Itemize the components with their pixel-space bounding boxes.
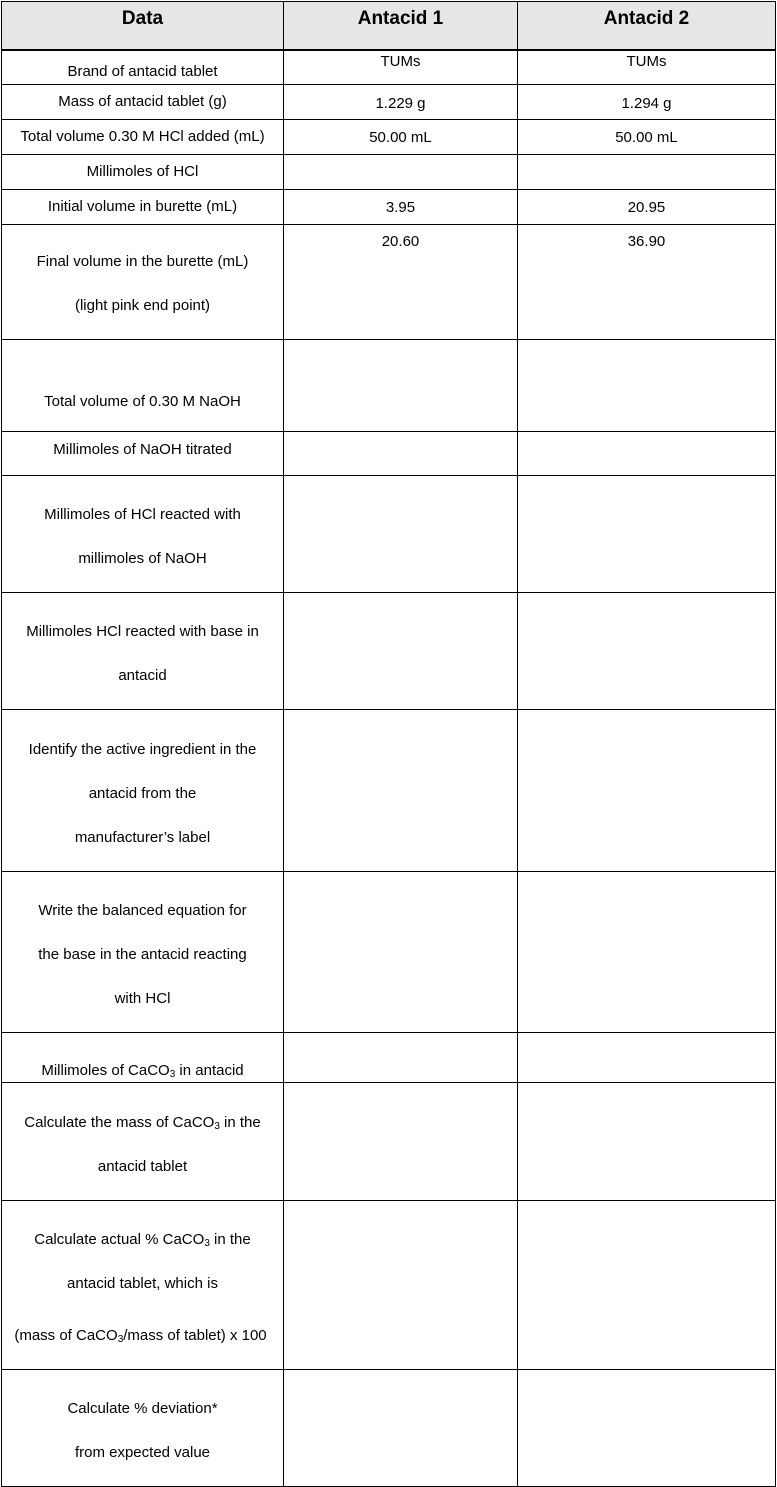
row-label-line: (light pink end point): [74, 297, 211, 314]
row-label-line: Millimoles HCl reacted with base in: [26, 623, 259, 640]
table-row: [2, 1083, 776, 1201]
antacid-1-value: [284, 432, 518, 476]
antacid-2-value: [518, 340, 776, 432]
antacid-2-value: 1.294 g: [518, 85, 776, 120]
row-label: [2, 593, 284, 710]
antacid-2-value: [518, 1033, 776, 1083]
row-label-line: from expected value: [74, 1444, 211, 1461]
row-label-text: /mass of tablet) x 100: [123, 1327, 267, 1344]
antacid-1-value: 1.229 g: [284, 85, 518, 120]
table-row: [2, 476, 776, 593]
row-label-line: antacid: [118, 667, 167, 684]
antacid-1-value: [284, 710, 518, 872]
antacid-2-value: [518, 1083, 776, 1201]
table-row: [2, 1370, 776, 1487]
row-label-line: manufacturer’s label: [74, 829, 211, 846]
antacid-1-value: TUMs: [284, 50, 518, 85]
antacid-2-value: 36.90: [518, 225, 776, 340]
antacid-1-value: [284, 872, 518, 1033]
antacid-1-value: [284, 340, 518, 432]
antacid-1-value: 50.00 mL: [284, 120, 518, 155]
table-row: [2, 1201, 776, 1370]
row-label: [2, 476, 284, 593]
row-label-line: [2, 1229, 283, 1251]
antacid-1-value: [284, 1201, 518, 1370]
row-label-line: Write the balanced equation for: [38, 902, 247, 919]
antacid-2-value: [518, 476, 776, 593]
antacid-1-value: [284, 1033, 518, 1083]
row-label-line: [2, 1112, 283, 1134]
row-label-text: Calculate the mass of CaCO: [24, 1114, 215, 1131]
row-label: Initial volume in burette (mL): [2, 190, 284, 225]
antacid-1-value: 3.95: [284, 190, 518, 225]
row-label: [2, 872, 284, 1033]
row-label: [2, 1201, 284, 1370]
row-label-line: antacid from the: [88, 785, 197, 802]
row-label-text: Millimoles of CaCO: [41, 1062, 170, 1079]
row-label: [2, 1033, 284, 1083]
table-row: [2, 225, 776, 340]
table-row: [2, 85, 776, 120]
table-row: [2, 710, 776, 872]
table-row: [2, 872, 776, 1033]
row-label-line: millimoles of NaOH: [78, 550, 207, 567]
antacid-1-value: [284, 1083, 518, 1201]
row-label-line: antacid tablet: [97, 1158, 188, 1175]
antacid-2-value: [518, 872, 776, 1033]
row-label-line: Final volume in the burette (mL): [36, 253, 249, 270]
antacid-2-value: [518, 155, 776, 190]
antacid-2-value: [518, 1370, 776, 1487]
row-label: Millimoles of HCl: [2, 155, 284, 190]
header-row: [2, 2, 776, 50]
table-row: [2, 1033, 776, 1083]
row-label-line: Identify the active ingredient in the: [28, 741, 257, 758]
row-label: Total volume 0.30 M HCl added (mL): [2, 120, 284, 155]
antacid-2-value: 20.95: [518, 190, 776, 225]
row-label: Millimoles of NaOH titrated: [2, 432, 284, 476]
header-antacid-2: Antacid 2: [518, 2, 776, 50]
antacid-2-value: 50.00 mL: [518, 120, 776, 155]
antacid-1-value: [284, 593, 518, 710]
row-label-line: Calculate % deviation*: [67, 1400, 218, 1417]
subscript: 3: [214, 1121, 220, 1132]
table-row: [2, 593, 776, 710]
row-label-line: antacid tablet, which is: [67, 1275, 218, 1292]
antacid-1-value: [284, 1370, 518, 1487]
row-label-text: Calculate actual % CaCO: [34, 1231, 205, 1248]
data-table: [1, 1, 776, 1487]
antacid-2-value: [518, 1201, 776, 1370]
antacid-1-value: 20.60: [284, 225, 518, 340]
table-row: [2, 50, 776, 85]
table-row: [2, 120, 776, 155]
row-label-text: in antacid: [175, 1062, 244, 1079]
table-row: [2, 190, 776, 225]
table-row: [2, 155, 776, 190]
row-label-line: with HCl: [114, 990, 171, 1007]
row-label-line: Total volume of 0.30 M NaOH: [44, 393, 241, 409]
row-label-line: the base in the antacid reacting: [38, 946, 247, 963]
row-label: [2, 1370, 284, 1487]
antacid-2-value: [518, 710, 776, 872]
row-label-text: in the: [219, 1114, 261, 1131]
row-label: [2, 710, 284, 872]
row-label-text: (mass of CaCO: [14, 1327, 118, 1344]
row-label-text: in the: [209, 1231, 251, 1248]
header-antacid-1: Antacid 1: [284, 2, 518, 50]
table-row: [2, 432, 776, 476]
subscript: 3: [117, 1334, 124, 1345]
header-data: Data: [2, 2, 284, 50]
row-label: [2, 225, 284, 340]
row-label: Mass of antacid tablet (g): [2, 85, 284, 120]
antacid-2-value: [518, 432, 776, 476]
table-row: [2, 340, 776, 432]
subscript: 3: [204, 1238, 210, 1249]
row-label: [2, 1083, 284, 1201]
antacid-1-value: [284, 476, 518, 593]
row-label-line: Millimoles of HCl reacted with: [44, 506, 241, 523]
antacid-2-value: TUMs: [518, 50, 776, 85]
row-label: [2, 340, 284, 432]
subscript: 3: [169, 1069, 176, 1080]
antacid-2-value: [518, 593, 776, 710]
row-label-line: [0, 1325, 283, 1347]
row-label: Brand of antacid tablet: [2, 50, 284, 85]
antacid-1-value: [284, 155, 518, 190]
